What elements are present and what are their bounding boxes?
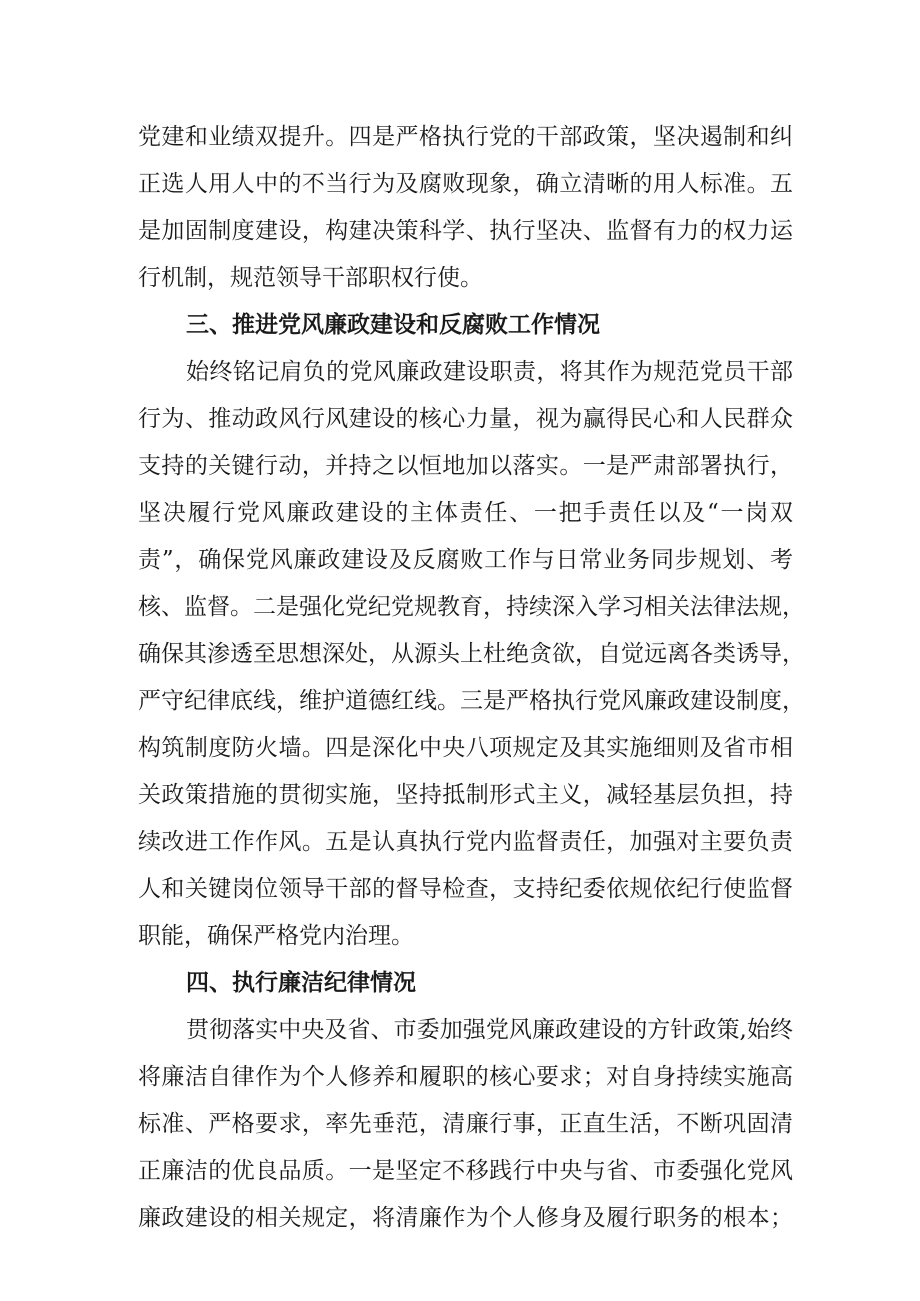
paragraph-2-line-11: 续改进工作作风。五是认真执行党内监督责任，加强对主要负责 [138, 829, 793, 855]
paragraph-1-line-3: 是加固制度建设，构建决策科学、执行坚决、监督有力的权力运 [138, 218, 793, 244]
paragraph-1-line-4: 行机制，规范领导干部职权行使。 [138, 265, 483, 291]
section-heading-3: 三、推进党风廉政建设和反腐败工作情况 [186, 312, 600, 338]
paragraph-2-line-1: 始终铭记肩负的党风廉政建设职责，将其作为规范党员干部 [186, 359, 793, 385]
paragraph-2-line-8: 严守纪律底线，维护道德红线。三是严格执行党风廉政建设制度， [138, 688, 805, 714]
paragraph-3-line-1: 贯彻落实中央及省、市委加强党风廉政建设的方针政策,始终 [186, 1017, 793, 1043]
paragraph-1-line-1: 党建和业绩双提升。四是严格执行党的干部政策，坚决遏制和纠 [138, 124, 793, 150]
paragraph-3-line-3: 标准、严格要求，率先垂范，清廉行事，正直生活，不断巩固清 [138, 1111, 793, 1137]
paragraph-3-line-4: 正廉洁的优良品质。一是坚定不移践行中央与省、市委强化党风 [138, 1158, 793, 1184]
paragraph-2-line-10: 关政策措施的贯彻实施，坚持抵制形式主义，减轻基层负担，持 [138, 782, 793, 808]
paragraph-2-line-12: 人和关键岗位领导干部的督导检查，支持纪委依规依纪行使监督 [138, 876, 793, 902]
paragraph-1-line-2: 正选人用人中的不当行为及腐败现象，确立清晰的用人标准。五 [138, 171, 793, 197]
paragraph-2-line-5: 责”，确保党风廉政建设及反腐败工作与日常业务同步规划、考 [138, 547, 793, 573]
paragraph-2-line-13: 职能，确保严格党内治理。 [138, 923, 414, 949]
paragraph-2-line-2: 行为、推动政风行风建设的核心力量，视为赢得民心和人民群众 [138, 406, 793, 432]
paragraph-2-line-6: 核、监督。二是强化党纪党规教育，持续深入学习相关法律法规， [138, 594, 805, 620]
section-heading-4: 四、执行廉洁纪律情况 [186, 970, 416, 996]
paragraph-3-line-2: 将廉洁自律作为个人修养和履职的核心要求；对自身持续实施高 [138, 1064, 793, 1090]
paragraph-2-line-4: 坚决履行党风廉政建设的主体责任、一把手责任以及“一岗双 [138, 500, 793, 526]
paragraph-2-line-7: 确保其渗透至思想深处，从源头上杜绝贪欲，自觉远离各类诱导， [138, 641, 805, 667]
paragraph-2-line-9: 构筑制度防火墙。四是深化中央八项规定及其实施细则及省市相 [138, 735, 793, 761]
paragraph-2-line-3: 支持的关键行动，并持之以恒地加以落实。一是严肃部署执行， [138, 453, 793, 479]
paragraph-3-line-5: 廉政建设的相关规定，将清廉作为个人修身及履行职务的根本； [138, 1205, 793, 1231]
document-body [138, 114, 805, 1242]
